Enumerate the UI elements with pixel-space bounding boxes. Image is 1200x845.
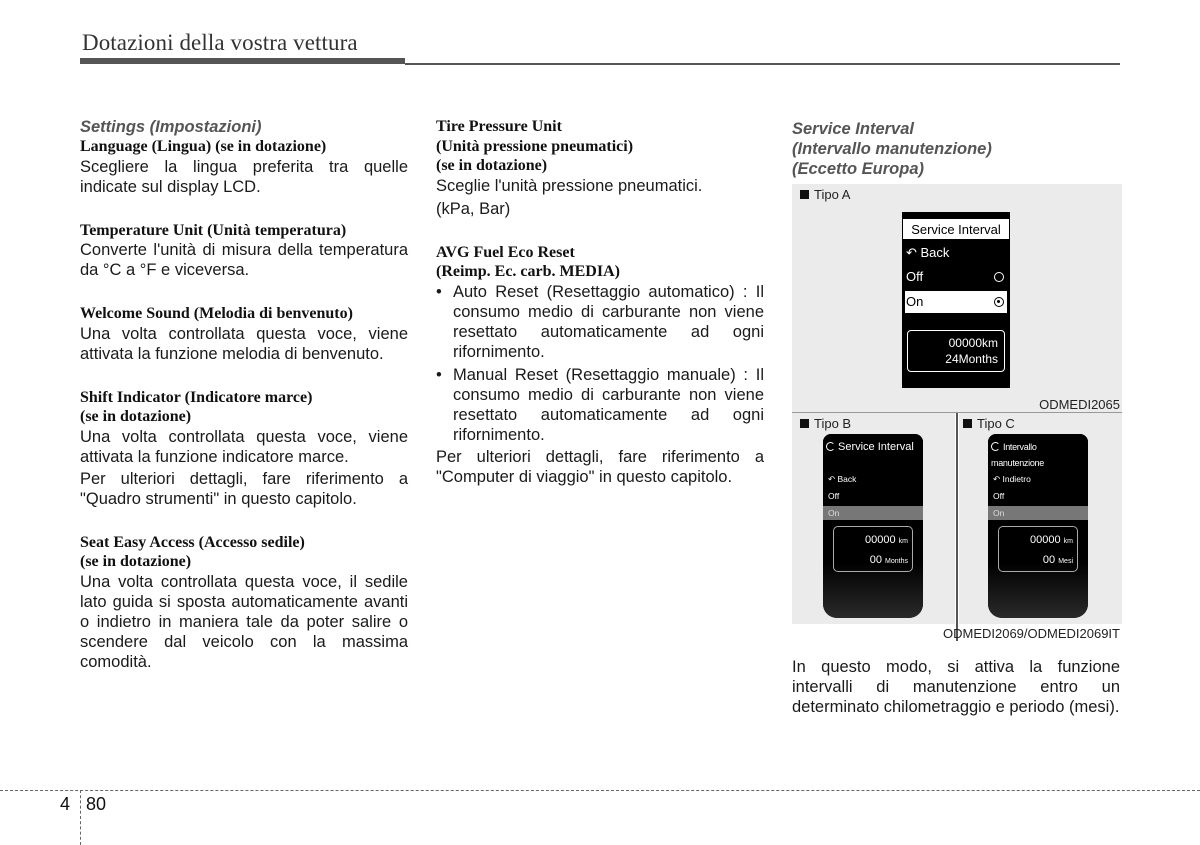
lcd-screen-tipo-a: [902, 212, 1010, 388]
radio-off-icon: [994, 272, 1004, 282]
lcd-title: Service Interval: [826, 439, 920, 455]
text-temperature: Converte l'unità di misura della temperatura da °C a °F e viceversa.: [80, 241, 408, 279]
lcd-value-box: 00000km 24Months: [907, 330, 1005, 372]
lcd-value-box: 00000 km 00 Mesi: [998, 526, 1078, 572]
page-number: 80: [86, 794, 107, 814]
lcd-row-off: Off: [905, 266, 1007, 288]
column-left: [80, 115, 408, 672]
column-right-title: [792, 117, 1120, 179]
section-title-service-interval: Service Interval: [792, 120, 914, 138]
label-tipo-a: Tipo A: [800, 187, 850, 202]
section-title-settings: Settings (Impostazioni): [80, 118, 262, 136]
lcd-value-box: 00000 km 00 Months: [833, 526, 913, 572]
column-right-body: [792, 657, 1120, 717]
heading-shift-indicator-note: (se in dotazione): [80, 408, 192, 425]
label-tipo-b: Tipo B: [800, 416, 851, 431]
text-shift-indicator-ref: Per ulteriori dettagli, fare riferimento a "Quadro strumenti" in questo capitolo.: [80, 469, 408, 508]
heading-avg-fuel-eco: AVG Fuel Eco Reset: [436, 243, 575, 261]
text-welcome-sound: Una volta controllata questa voce, viene attivata la funzione melodia di benvenuto.: [80, 324, 408, 363]
text-service-interval: In questo modo, si attiva la funzione intervalli di manutenzione entro un determinato chilometraggio e periodo (mesi).: [792, 658, 1120, 716]
lcd-row-back: ↶ Back: [828, 474, 857, 484]
section-title-service-interval-note: (Eccetto Europa): [792, 160, 925, 178]
figure-code-a: ODMEDI2065: [1039, 397, 1120, 412]
page-header-title: Dotazioni della vostra vettura: [82, 30, 358, 55]
heading-tire-pressure-it: (Unità pressione pneumatici): [436, 137, 634, 155]
header-rule: [80, 58, 405, 64]
heading-seat-easy-access-note: (se in dotazione): [80, 553, 192, 570]
section-title-service-interval-it: (Intervallo manutenzione): [792, 140, 992, 158]
lcd-screen-tipo-b: [823, 434, 923, 618]
lcd-row-off: Off: [993, 491, 1005, 501]
chapter-number: 4: [60, 794, 71, 814]
text-tire-pressure: Sceglie l'unità pressione pneumatici.: [436, 176, 703, 195]
lcd-screen-tipo-c: [988, 434, 1088, 618]
list-item: • Manual Reset (Resettaggio manuale) : Il consumo medio di carburante non viene resettato automaticamente ad ogni rifornimento.: [436, 365, 764, 445]
list-avg-reset: [436, 282, 764, 445]
text-seat-easy-access: Una volta controllata questa voce, il sedile lato guida si sposta automaticamente avanti o indietro in maniera tale da poter salire o scendere dal veicolo con la massima comodità.: [80, 572, 408, 671]
refresh-icon: [826, 442, 835, 451]
footer-divider: [80, 790, 81, 845]
heading-avg-fuel-eco-it: (Reimp. Ec. carb. MEDIA): [436, 263, 620, 280]
lcd-row-on: On: [988, 506, 1088, 520]
lcd-row-off: Off: [828, 491, 840, 501]
column-middle: [436, 117, 764, 487]
text-tire-pressure-units: (kPa, Bar): [436, 199, 511, 218]
radio-on-icon: [994, 297, 1004, 307]
list-item: • Auto Reset (Resettaggio automatico) : Il consumo medio di carburante non viene resettato automaticamente ad ogni rifornimento.: [436, 282, 764, 362]
text-shift-indicator: Una volta controllata questa voce, viene attivata la funzione indicatore marce.: [80, 427, 408, 466]
refresh-icon: [991, 442, 1000, 451]
heading-shift-indicator: Shift Indicator (Indicatore marce): [80, 388, 313, 406]
heading-seat-easy-access: Seat Easy Access (Accesso sedile): [80, 533, 305, 551]
figure-code-bc: ODMEDI2069/ODMEDI2069IT: [942, 626, 1120, 641]
lcd-row-on: On: [823, 506, 923, 520]
lcd-row-back: ↶ Indietro: [993, 474, 1031, 484]
lcd-row-on: On: [905, 291, 1007, 313]
lcd-title: Service Interval: [902, 218, 1010, 240]
heading-language: Language (Lingua) (se in dotazione): [80, 138, 327, 155]
header-rule-thin: [405, 63, 1120, 65]
lcd-title: Intervallo manutenzione: [991, 442, 1044, 468]
heading-tire-pressure-note: (se in dotazione): [436, 157, 548, 174]
heading-tire-pressure: Tire Pressure Unit: [436, 118, 562, 135]
lcd-row-back: ↶ Back: [906, 245, 950, 260]
heading-welcome-sound: Welcome Sound (Melodia di benvenuto): [80, 305, 353, 322]
text-avg-ref: Per ulteriori dettagli, fare riferimento a "Computer di viaggio" in questo capitolo.: [436, 447, 764, 486]
heading-temperature: Temperature Unit (Unità temperatura): [80, 221, 347, 239]
footer-rule: [0, 790, 1200, 791]
label-tipo-c: Tipo C: [963, 416, 1015, 431]
text-language: Scegliere la lingua preferita tra quelle indicate sul display LCD.: [80, 157, 408, 196]
figure-service-interval: [792, 184, 1122, 642]
